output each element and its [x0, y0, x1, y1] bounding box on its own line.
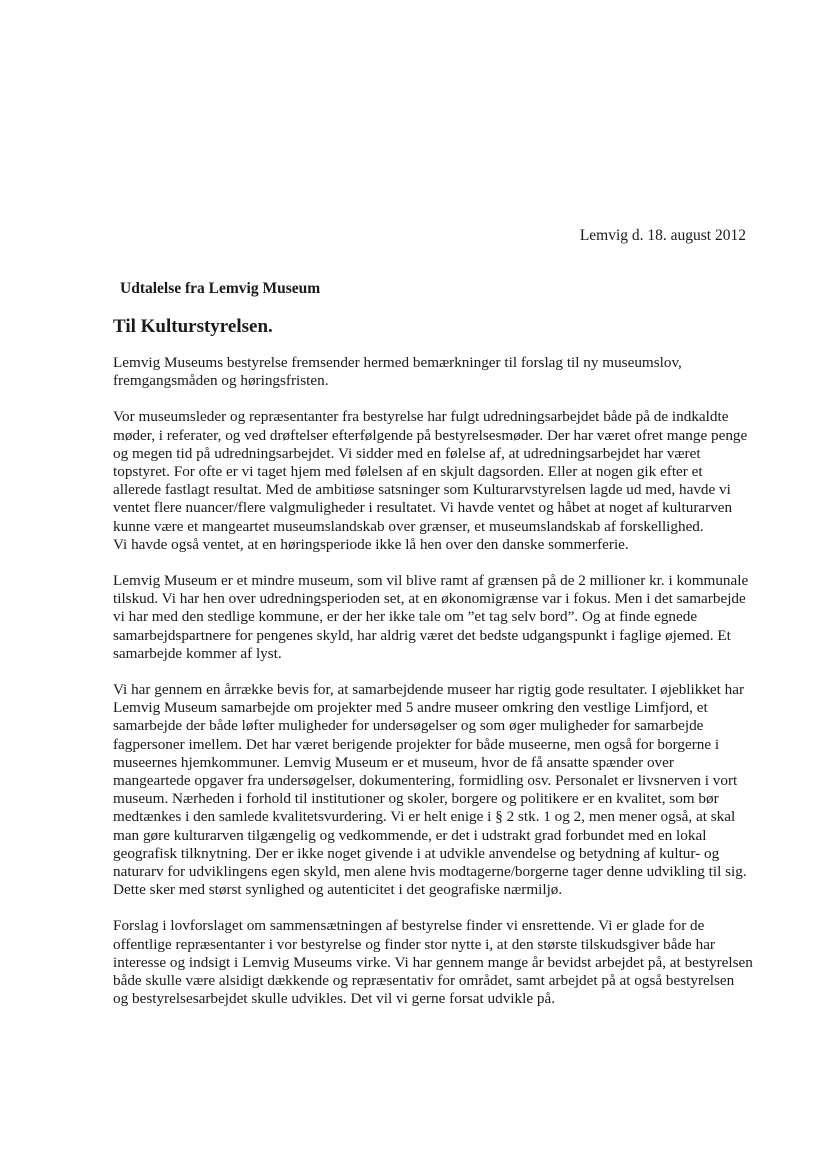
paragraph-process: Vor museumsleder og repræsentanter fra bestyrelse har fulgt udredningsarbejdet både på de indkaldte møder, i referater, og ved drøftelser efterfølgende på bestyrelsesmøder. Der har været ofret mange penge og megen tid på udredningsarbejdet. Vi sidder med en følelse af, at udredningsarbejdet har været topstyret. For ofte er vi taget hjem med følelsen af en skjult dagsorden. Eller at nogen gik efter et allerede fastlagt resultat. Med de ambitiøse satsninger som Kulturarvstyrelsen lagde ud med, havde vi ventet flere nuancer/flere valgmuligheder i resultatet. Vi havde ventet og håbet at noget af kulturarven kunne være et mangeartet museumslandskab over grænser, et museumslandskab af forskellighed. — [113, 408, 748, 535]
paragraph-collaboration: Vi har gennem en årrække bevis for, at samarbejdende museer har rigtig gode resultater. I øjeblikket har Lemvig Museum samarbejde om projekter med 5 andre museer omkring den vestlige Limfjord, et samarbejde der både løfter muligheder for undersøgelser og som øger muligheder for samarbejde fagpersoner imellem. Det har været berigende projekter for både museerne, men også for borgerne i museernes hjemkommuner. Lemvig Museum er et museum, hvor de få ansatte spænder over mangeartede opgaver fra undersøgelser, dokumentering, formidling osv. Personalet er livsnerven i vort museum. Nærheden i forhold til institutioner og skoler, borgere og politikere er en kvalitet, som bør medtænkes i den samlede kvalitetsvurdering. Vi er helt enige i § 2 stk. 1 og 2, men mener også, at skal man gøre kulturarven tilgængelig og vedkommende, er det i udstrakt grad forbundet med en lokal geografisk tilknytning. Der er ikke noget givende i at udvikle anvendelse og betydning af kultur- og naturarv for udviklingens egen skyld, men alene hvis modtagerne/borgerne tager denne udvikling til sig. Dette sker med størst synlighed og autenticitet i det geografiske nærmiljø. — [113, 681, 747, 899]
letter-recipient: Til Kulturstyrelsen. — [113, 316, 273, 337]
letter-body — [113, 354, 753, 1027]
letter-subject: Udtalelse fra Lemvig Museum — [120, 280, 321, 297]
paragraph-hearing-period: Vi havde også ventet, at en høringsperiode ikke lå hen over den danske sommerferie. — [113, 535, 629, 553]
letter-date: Lemvig d. 18. august 2012 — [579, 227, 746, 244]
paragraph-intro: Lemvig Museums bestyrelse fremsender hermed bemærkninger til forslag til ny museumslov, fremgangsmåden og høringsfristen. — [113, 354, 682, 390]
paragraph-funding: Lemvig Museum er et mindre museum, som vil blive ramt af grænsen på de 2 millioner kr. i kommunale tilskud. Vi har hen over udredningsperioden set, at en økonomigrænse var i fokus. Men i det samarbejde vi har med den stedlige kommune, er der her ikke tale om ”et tag selv bord”. Og at finde egnede samarbejdspartnere for pengenes skyld, har aldrig været det bedste udgangspunkt i faglige øjemed. Et samarbejde kommer af lyst. — [113, 572, 749, 662]
paragraph-board: Forslag i lovforslaget om sammensætningen af bestyrelse finder vi ensrettende. Vi er glade for de offentlige repræsentanter i vor bestyrelse og finder stor nytte i, at den største tilskudsgiver både har interesse og indsigt i Lemvig Museums virke. Vi har gennem mange år bevidst arbejdet på, at bestyrelsen både skulle være alsidigt dækkende og repræsentativ for området, samt arbejdet på at også bestyrelsen og bestyrelsesarbejdet skulle udvikles. Det vil vi gerne forsat udvikle på. — [113, 917, 753, 1008]
